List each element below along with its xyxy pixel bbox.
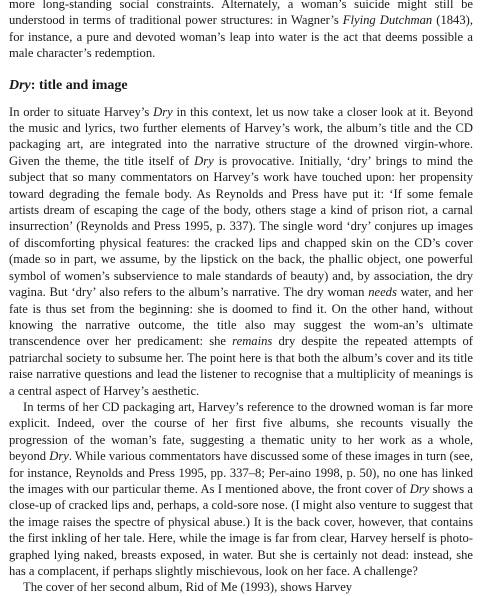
section-heading [9,77,473,95]
p1-text-3: is provocative. Initially, ‘dry’ brings to mind the subject that so many commentators on Harvey’s work have touched upon: her propensity toward degrading the female body. As Reynolds and Press have put it: ‘If some female artists dream of escaping the cage of the body, others stage a kind of prison riot, a carnal insurrection’ (Reynolds and Press 1995, p. 337). The single word ‘dry’ conjures up images of discomforting physical features: the cracked lips and chapped skin on the CD’s cover (made so in part, we assume, by the lipstick on the back, the phallic object, one powerful symbol of women’s subservience to male standards of beauty) and, by association, the dry vagina. But ‘dry’ also refers to the album’s narrative. The dry woman [9,153,473,300]
intro-text-1: more long-standing social constraints. Alternately, a woman’s suicide might still be understood in terms of traditional power structures: in Wagner’s [9,0,473,28]
p2-text-2: . While various commentators have discussed some of these images in turn (see, for instance, Reynolds and Press 1995, pp. 337–8; Per-aino 1998, p. 50), no one has linked the images with our particular theme. As I mentioned above, the front cover of [9,449,473,496]
p2-text-3: shows a close-up of cracked lips and, perhaps, a cold-sore nose. (I might also venture to suggest that the image raises the spectre of physical abuse.) It is the back cover, however, that contains the first inkling of her tale. Here, while the image is far from clear, Harvey herself is photo-graphed lying naked, breasts exposed, in water. But she is certainly not dead: instead, she has a complacent, if perhaps slightly mischievous, look on her face. A challenge? [9,481,473,578]
p1-emphasis-1: Dry [153,104,173,119]
p1-emphasis-3: needs [368,285,397,300]
cutoff-line: The cover of her second album, Rid of Me (1993), shows Harvey [23,580,353,595]
intro-emphasis: Flying Dutchman [342,13,433,28]
p2-emphasis-1: Dry [49,449,69,464]
heading-italic: Dry [9,77,31,93]
p2-emphasis-2: Dry [409,481,430,496]
p1-text-1: In order to situate Harvey’s [9,104,154,119]
intro-text-2: (1843), for instance, a pure and devoted woman’s leap into water is the act that deems possible a male character’s redemption. [9,13,473,61]
p1-text-5: dry despite the repeated attempts of patriarchal society to subsume her. The point here is that both the album’s cover and its title raise narrative questions and lead the listener to recognise that a multiplicity of meanings is a central aspect of Harvey’s aesthetic. [9,334,473,398]
body-paragraph-2 [9,399,473,579]
p1-text-4: water, and her fate is thus set from the beginning: she is doomed to find it. On the other hand, without knowing the narrative outcome, the title also may suggest the wom-an’s ultimate transcendence over her predicament: she [9,285,473,349]
p2-text-1: In terms of her CD packaging art, Harvey’s reference to the drowned woman is far more explicit. Indeed, over the course of her first five albums, she recounts visually the progression of the woman’s fate, suggesting a thematic unity to her work as a whole, beyond [9,399,473,464]
intro-paragraph [9,0,473,62]
p1-emphasis-2: Dry [194,153,214,168]
body-paragraph-1 [9,104,473,399]
p1-emphasis-4: remains [232,334,273,349]
p1-text-2: in this context, let us now take a closer look at it. Beyond the music and lyrics, two further elements of Harvey’s work, the album’s title and the CD packaging art, are integrated into the narrative structure of the drowned virgin-whore. Given the theme, the title itself of [9,104,473,168]
document-page [9,0,473,595]
heading-rest: : title and image [30,77,128,93]
